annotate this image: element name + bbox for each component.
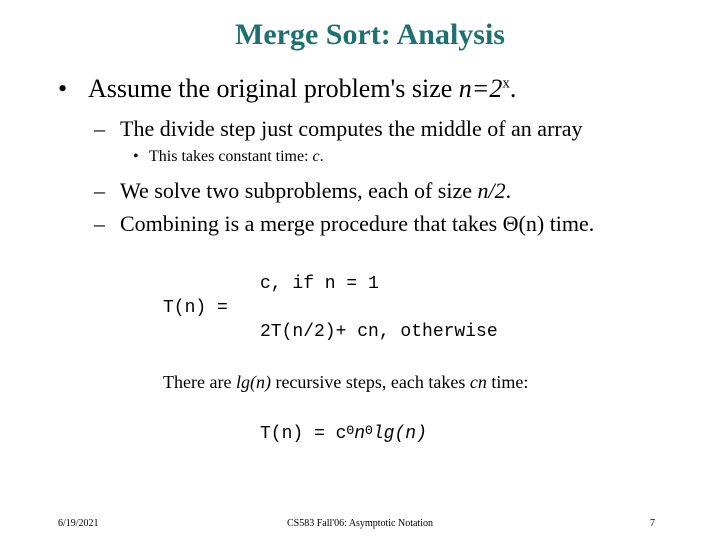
- result-lhs: T(n) = c: [260, 424, 347, 444]
- recurrence-case-2: 2T(n/2)+ cn, otherwise: [260, 322, 498, 342]
- dash-marker: –: [94, 211, 105, 236]
- result-formula: [260, 424, 427, 444]
- theta-symbol-1: Θ: [346, 423, 355, 438]
- steps-mid: recursive steps, each takes: [270, 372, 470, 392]
- subproblems-text: We solve two subproblems, each of size: [120, 178, 478, 203]
- footer-course: CS583 Fall'06: Asymptotic Notation: [287, 518, 433, 529]
- bullet-assume-end: .: [509, 74, 517, 103]
- bullet-assume-exponent: x: [502, 75, 510, 92]
- bullet-assume-var: n=2: [458, 74, 503, 103]
- sub-bullet-combine: [94, 211, 594, 237]
- footer-date: 6/19/2021: [58, 518, 99, 529]
- sub-bullet-divide-text: The divide step just computes the middle of an array: [120, 116, 583, 141]
- dash-marker: –: [94, 178, 105, 203]
- dash-marker: –: [94, 116, 105, 141]
- bullet-assume-size: [58, 74, 516, 104]
- theta-symbol-2: Θ: [365, 423, 373, 438]
- constant-end: .: [319, 148, 324, 165]
- recurrence-case-1: c, if n = 1: [260, 274, 379, 294]
- recurrence-lhs: T(n) =: [163, 298, 228, 318]
- bullet-dot: •: [133, 148, 139, 165]
- bullet-assume-text: Assume the original problem's size: [88, 74, 459, 103]
- steps-post: time:: [486, 372, 529, 392]
- subproblems-var: n/2: [477, 178, 506, 203]
- slide-title: Merge Sort: Analysis: [235, 18, 505, 51]
- constant-text: This takes constant time:: [149, 148, 313, 165]
- constant-var: c: [312, 148, 320, 165]
- subproblems-end: .: [505, 178, 512, 203]
- steps-cn: cn: [469, 372, 487, 392]
- recursive-steps-note: [163, 372, 528, 393]
- result-n: n: [354, 424, 366, 444]
- steps-pre: There are: [163, 372, 236, 392]
- footer-page-number: 7: [650, 518, 655, 529]
- combine-text: Combining is a merge procedure that takes Θ(n) time.: [120, 211, 595, 236]
- result-lg: lg(n): [372, 424, 427, 444]
- sub-bullet-subproblems: [94, 178, 511, 204]
- sub-bullet-divide: [94, 116, 582, 142]
- bullet-dot: •: [58, 74, 68, 103]
- steps-lg: lg(n): [235, 372, 271, 392]
- sub-sub-bullet-constant: [133, 148, 324, 166]
